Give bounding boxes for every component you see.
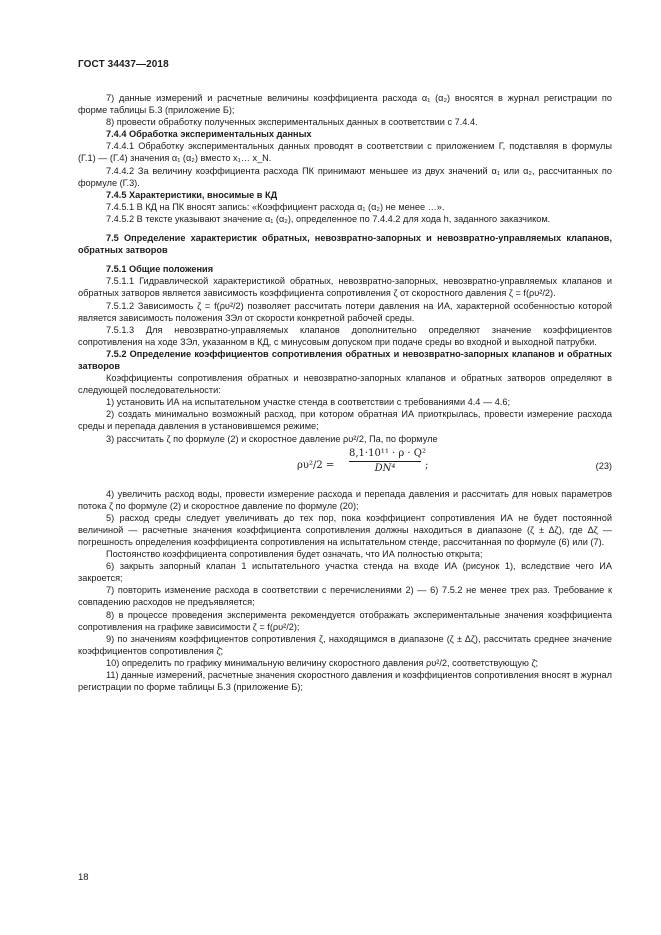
subsection-heading: 7.4.4 Обработка экспериментальных данных — [106, 129, 312, 140]
list-item: 3) рассчитать ζ по формуле (2) и скоростное давление ρυ²/2, Па, по формуле — [106, 433, 438, 444]
list-item: 1) установить ИА на испытательном участке стенда в соответствии с требованиями 4.4 — 4.6; — [106, 397, 511, 408]
list-item: 11) данные измерений, расчетные значения скоростного давления и коэффициентов сопротивления вносят в журнал регистрации по форме таблицы Б.3 (приложение Б); — [78, 670, 612, 693]
equation-number: (23) — [595, 460, 612, 471]
list-item: 6) закрыть запорный клапан 1 испытательного участка стенда на входе ИА (рисунок 1), вследствие чего ИА закроется; — [78, 561, 612, 584]
paragraph: Коэффициенты сопротивления обратных и невозвратно-запорных клапанов и обратных затворов определяют в следующей последовательности: — [78, 373, 612, 396]
subsection-heading: 7.4.5 Характеристики, вносимые в КД — [106, 189, 278, 200]
paragraph: 8) провести обработку полученных экспериментальных данных в соответствии с 7.4.4. — [106, 117, 478, 128]
document-header: ГОСТ 34437—2018 — [78, 59, 169, 70]
page-body — [78, 92, 612, 693]
paragraph: 7.4.5.1 В КД на ПК вносят запись: «Коэффициент расхода α₁ (α₂) не менее …». — [106, 201, 445, 212]
subsection-heading: 7.5.2 Определение коэффициентов сопротивления обратных и невозвратно-запорных клапанов и обратных затворов — [78, 348, 612, 371]
list-item: 9) по значениям коэффициентов сопротивления ζ, находящимся в диапазоне (ζ ± Δζ), рассчитать среднее значение коэффициентов сопротивления ζ̄; — [78, 633, 612, 656]
subsection-heading: 7.5.1 Общие положения — [106, 264, 214, 275]
page-number: 18 — [78, 872, 89, 883]
paragraph: 7.4.4.2 За величину коэффициента расхода ПК принимают меньшее из двух значений α₁ или α₂, рассчитанных по формуле (Г.3). — [78, 165, 612, 188]
paragraph: Постоянство коэффициента сопротивления будет означать, что ИА полностью открыта; — [106, 549, 483, 560]
section-heading: 7.5 Определение характеристик обратных, невозвратно-запорных и невозвратно-управляемых клапанов, обратных затворов — [78, 233, 612, 256]
list-item: 2) создать минимально возможный расход, при котором обратная ИА приоткрылась, провести измерение расхода среды и перепада давления в установившемся режиме; — [78, 409, 612, 432]
formula-23 — [78, 448, 612, 484]
paragraph: 7.5.1.1 Гидравлической характеристикой обратных, невозвратно-запорных, невозвратно-управляемых клапанов и обратных затворов является зависимость коэффициента сопротивления ζ от скоростного давления ζ = f(ρυ²/2). — [78, 276, 612, 299]
list-item: 8) в процессе проведения эксперимента рекомендуется отображать экспериментальные значения коэффициента сопротивления на графике зависимости ζ = f(ρυ²/2); — [78, 609, 612, 632]
formula-numerator: 8,1·10¹¹ · ρ · Q² — [349, 448, 421, 462]
list-item: 4) увеличить расход воды, провести измерение расхода и перепада давления и рассчитать для новых параметров потока ζ по формуле (2) и скоростное давление по формуле (20); — [78, 488, 612, 511]
list-item: 7) повторить изменение расхода в соответствии с перечислениями 2) — 6) 7.5.2 не менее трех раз. Требование к совпадению расходов не предъявляется; — [78, 585, 612, 608]
formula-semicolon: ; — [425, 459, 429, 471]
formula-fraction — [349, 447, 426, 475]
paragraph: 7.4.5.2 В тексте указывают значение α₁ (α₂), определенное по 7.4.4.2 для хода h, заданного заказчиком. — [106, 213, 551, 224]
paragraph: 7.5.1.2 Зависимость ζ = f(ρυ²/2) позволяет рассчитать потери давления на ИА, характерной особенностью которой является зависимость положения ЗЭл от скорости конкретной рабочей среды. — [78, 300, 612, 323]
paragraph: 7.5.1.3 Для невозвратно-управляемых клапанов дополнительно определяют значение коэффициентов сопротивления на ходе ЗЭл, указанном в КД, с минусовым допуском при подаче среды во входной и выходной патрубки. — [78, 324, 612, 347]
list-item: 5) расход среды следует увеличивать до тех пор, пока коэффициент сопротивления ИА не будет постоянной величиной — расчетные значения коэффициента сопротивления должны находиться в диапазоне (ζ ± Δζ), где Δζ — погрешность определения коэффициента сопротивления на испытательном стенде, рассчитанная по формуле (6) или (7). — [78, 512, 612, 547]
list-item: 10) определить по графику минимальную величину скоростного давления ρυ²/2, соответствующую ζ̄; — [106, 657, 538, 668]
formula-lhs: ρυ²/2 = — [297, 459, 335, 471]
paragraph: 7) данные измерений и расчетные величины коэффициента расхода α₁ (α₂) вносятся в журнал регистрации по форме таблицы Б.3 (приложение Б); — [78, 93, 612, 116]
formula-denominator: DN⁴ — [374, 462, 396, 474]
paragraph: 7.4.4.1 Обработку экспериментальных данных проводят в соответствии с приложением Г, подставляя в формулы (Г.1) — (Г.4) значения α₁ (α₂) вместо x₁… x_N. — [78, 141, 612, 164]
